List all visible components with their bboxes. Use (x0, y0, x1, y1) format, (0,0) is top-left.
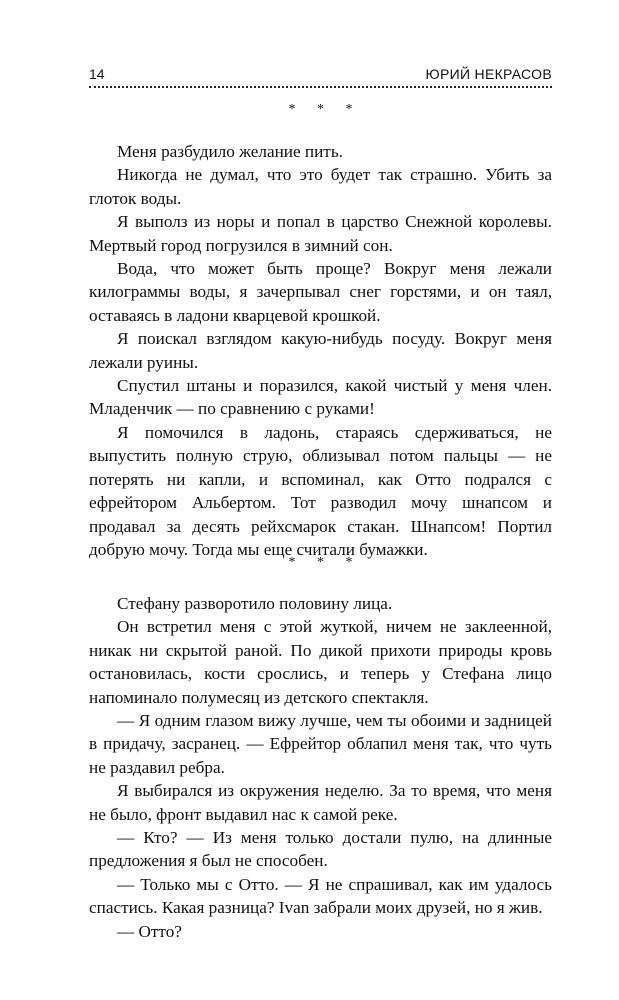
paragraph: Я поискал взглядом какую-нибудь посуду. Вокруг меня лежали руины. (89, 329, 552, 372)
paragraph: Я помочился в ладонь, стараясь сдерживаться, не выпустить полную струю, облизывал потом пальцы — не потерять ни капли, и вспоминал, как Отто подрался с ефрейтором Альбертом. Тот разводил мочу шнапсом и продавал за десять рейхсмарок стакан. Шнапсом! Портил добрую мочу. Тогда мы еще считали бумажки. (89, 422, 552, 559)
page-header (89, 66, 552, 88)
page-number: 14 (89, 66, 105, 82)
section-break: * * * (288, 102, 362, 117)
paragraph: — Отто? (117, 921, 182, 941)
paragraph: Я выбирался из окружения неделю. За то время, что меня не было, фронт выдавил нас к самой реке. (89, 781, 552, 824)
paragraph: — Кто? — Из меня только достали пулю, на длинные предложения я был не способен. (89, 828, 552, 871)
paragraph: Стефану разворотило половину лица. (117, 594, 393, 613)
running-head: ЮРИЙ НЕКРАСОВ (425, 66, 552, 82)
paragraph: Спустил штаны и поразился, какой чистый у меня член. Младенчик — по сравнению с руками! (89, 376, 552, 419)
header-dotted-rule (89, 86, 552, 88)
section-2 (89, 553, 552, 943)
paragraph: Вода, что может быть проще? Вокруг меня лежали килограммы воды, я зачерпывал снег горстями, и он таял, оставаясь в ладони кварцевой крошкой. (89, 259, 552, 325)
section-1 (89, 100, 552, 561)
paragraph: Он встретил меня с этой жуткой, ничем не заклеенной, никак ни скрытой раной. По дикой прихоти природы кровь остановилась, кости срослись, и теперь у Стефана лицо напоминало полумесяц из детского спектакля. (89, 617, 552, 707)
paragraph: — Только мы с Отто. — Я не спрашивал, как им удалось спастись. Какая разница? Ivan забрали моих друзей, но я жив. (89, 874, 552, 918)
paragraph: Меня разбудило желание пить. (117, 142, 343, 161)
section-break: * * * (288, 555, 362, 570)
paragraph: Никогда не думал, что это будет так страшно. Убить за глоток воды. (89, 165, 552, 208)
paragraph: — Я одним глазом вижу лучше, чем ты обоими и задницей в придачу, засранец. — Ефрейтор облапил меня так, что чуть не раздавил ребра. (89, 711, 552, 777)
paragraph: Я выполз из норы и попал в царство Снежной королевы. Мертвый город погрузился в зимний сон. (89, 212, 552, 255)
